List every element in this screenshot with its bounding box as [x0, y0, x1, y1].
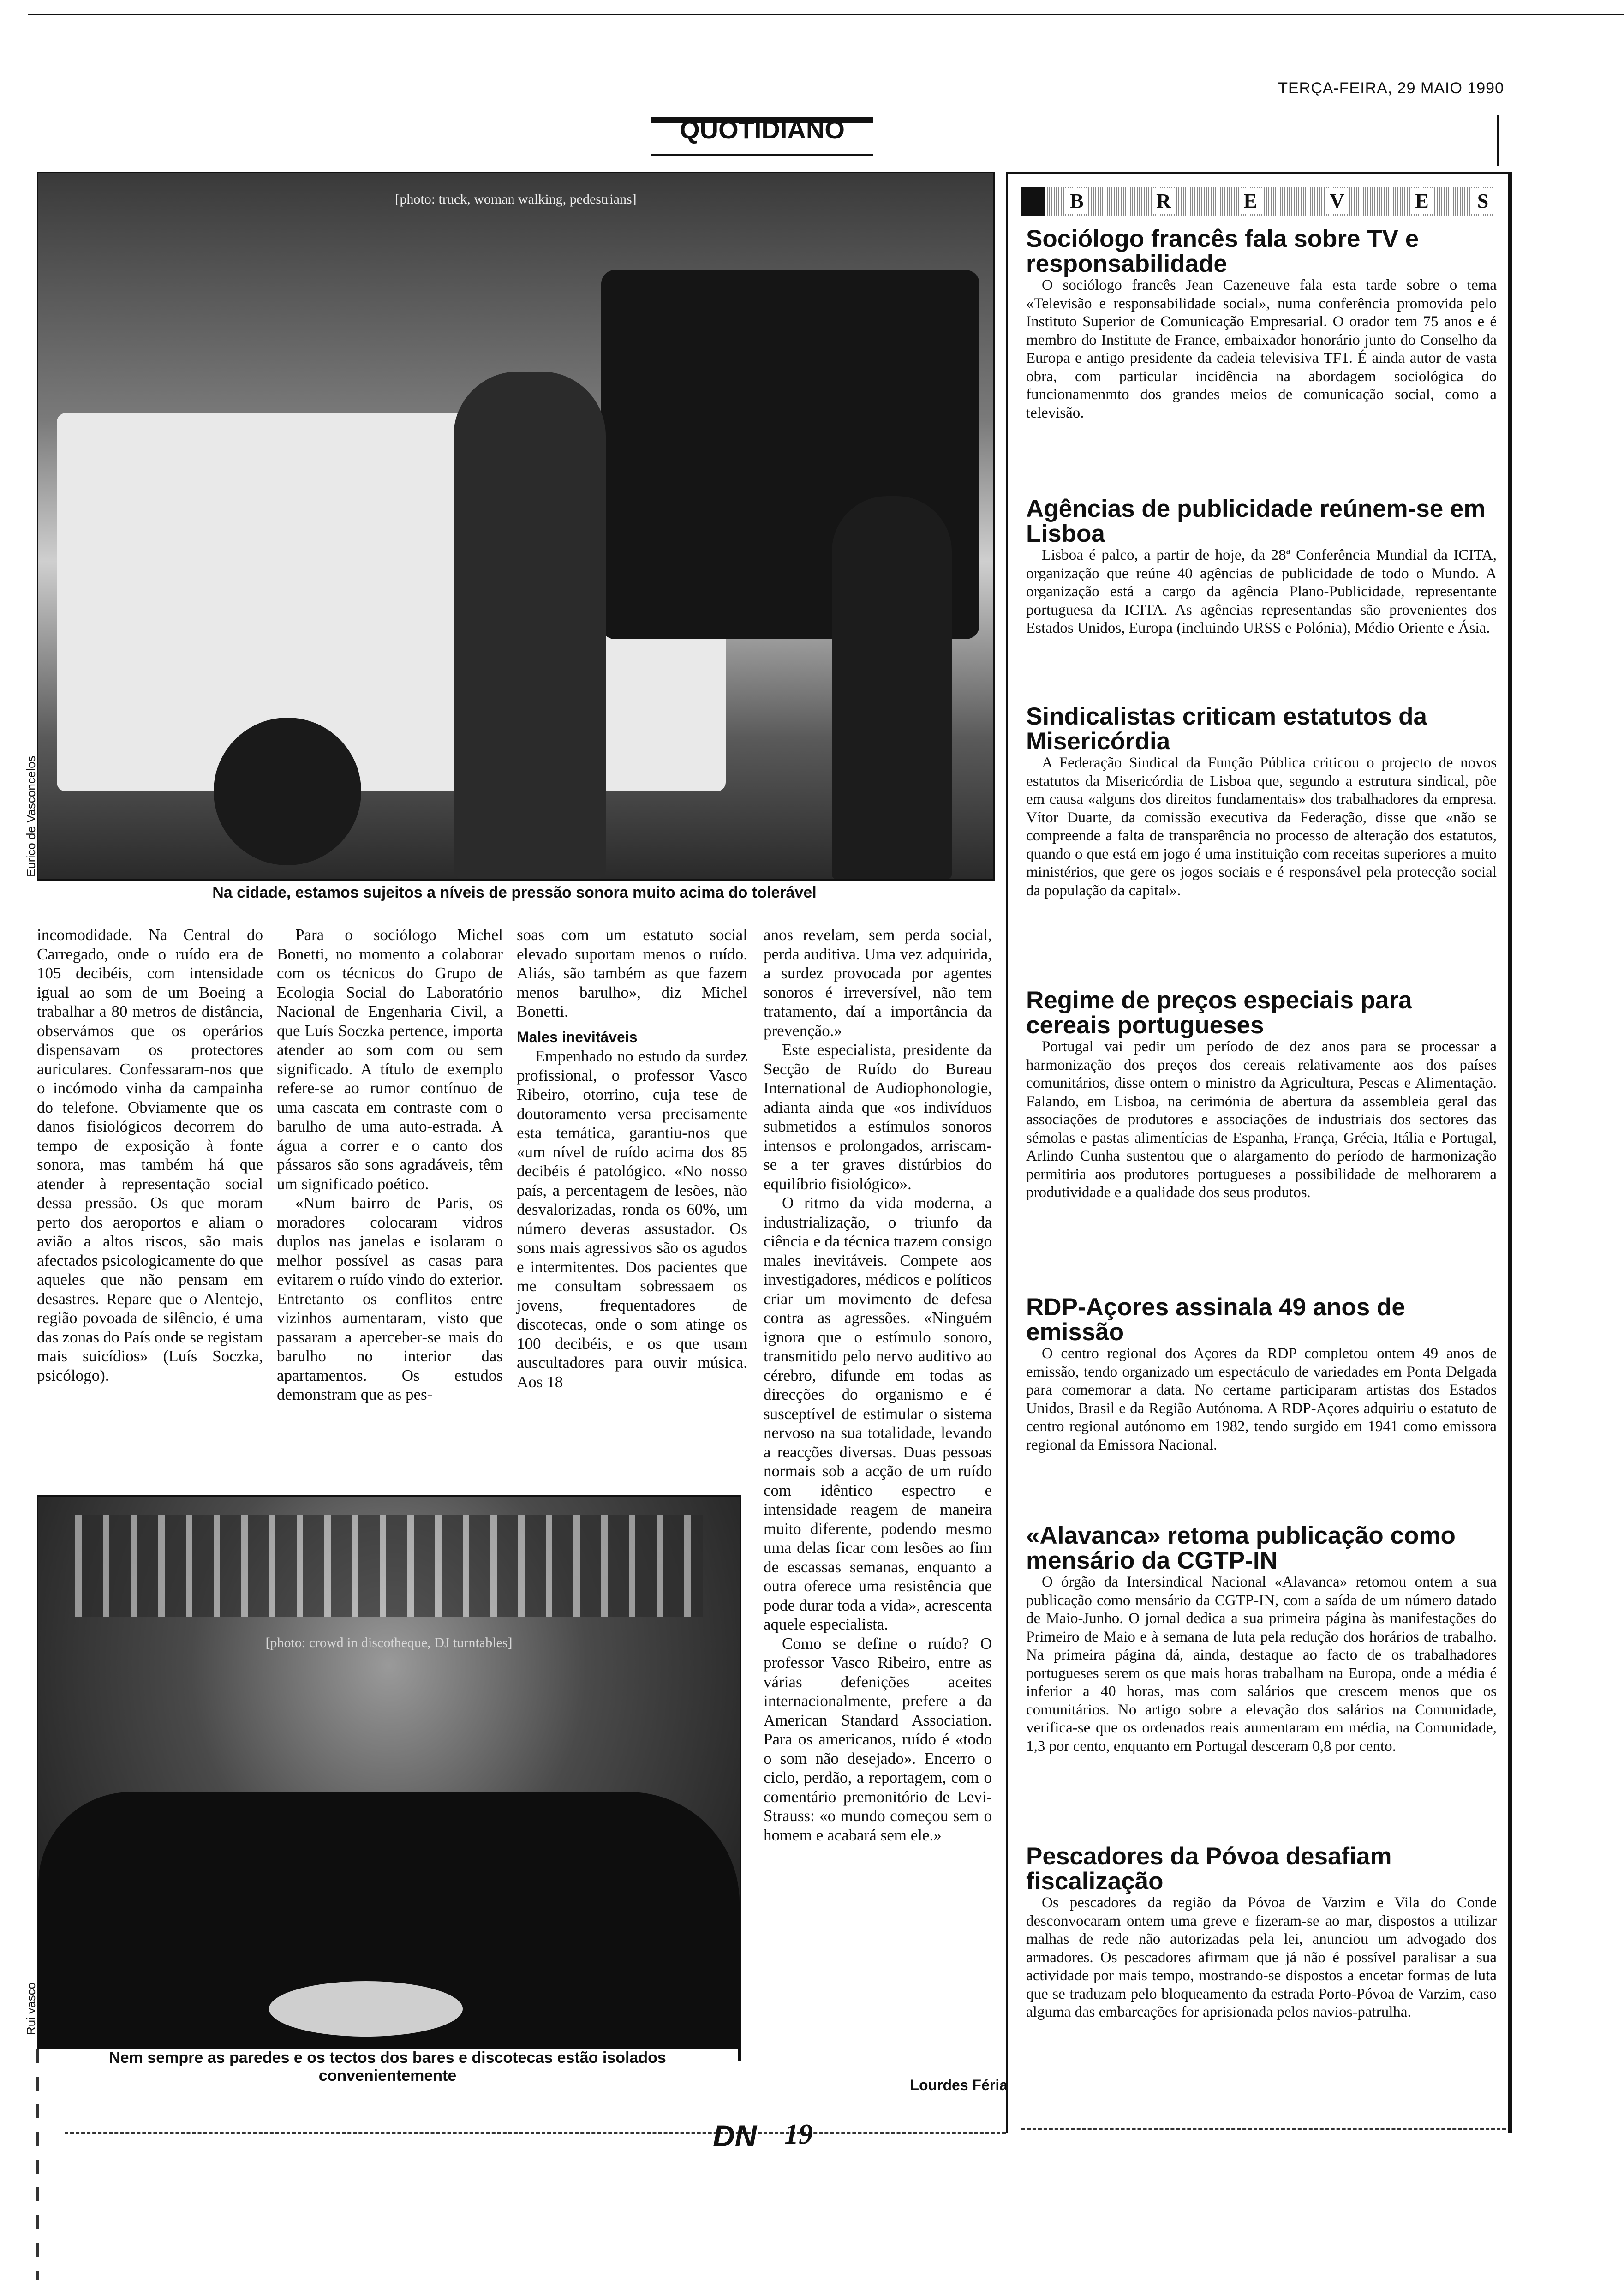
brief-body: Portugal vai pedir um período de dez anos para se processar a harmonização dos preços dos cereais relativamente aos dos países comunitários, disse ontem o ministro da Agricultura, Pescas e Alimentação. Falando, em Lisboa, na cerimónia de abertura da assembleia geral das associações de produtores e associações de industriais dos sectores das sémolas e pastas alimentícias de Espanha, França, Grécia, Itália e Portugal, Arlindo Cunha sustentou que o alargamento do período de harmonização permitiria aos produtores portugueses a possibilidade de melhorarem a produtividade e a qualidade dos seus produtos.: [1026, 1038, 1497, 1201]
photo-caption: Na cidade, estamos sujeitos a níveis de pressão sonora muito acima do tolerável: [212, 884, 817, 901]
brief-title: Agências de publicidade reúnem-se em Lisboa: [1026, 495, 1486, 547]
turntable-shape: [269, 1981, 463, 2037]
brief-item: [1026, 497, 1497, 638]
photo-credit: Eurico de Vasconcelos: [24, 755, 38, 877]
article-paragraph: incomodidade. Na Central do Carregado, onde o ruído era de 105 decibéis, com intensidade igual ao som de um Boeing a trabalhar a 80 metros de distância, observámos que os operários dispensavam os protectores auriculares. Confessaram-nos que o incómodo vinha da campainha do telefone. Obviamente que os danos fisiológicos decorrem do tempo de exposição à fonte sonora, mas também há que atender à representação social dessa pressão. Os que moram perto dos aeroportos e aliam o avião a altos riscos, são mais afectados psicologicamente do que aqueles que não pensam em desastres. Repare que o Alentejo, região povoada de silêncio, é uma das zonas do País onde se registam mais suicídios» (Luís Soczka, psicólogo).: [37, 926, 263, 1384]
breves-letter: E: [1239, 188, 1262, 214]
photo-caption: [37, 2049, 738, 2085]
brief-body: O centro regional dos Açores da RDP completou ontem 49 anos de emissão, tendo organizado um espectáculo de variedades em Ponta Delgada para comemorar a data. No certame participaram artistas dos Estados Unidos, Brasil e da Região Autónoma. A RDP-Açores adquiriu o estatuto de centro regional autónomo em 1982, tendo surgido em 1941 como emissora regional da Emissora Nacional.: [1026, 1345, 1497, 1453]
brief-title: «Alavanca» retoma publicação como mensário da CGTP-IN: [1026, 1522, 1456, 1574]
person-silhouette: [454, 372, 606, 879]
article-subheading: Males inevitáveis: [517, 1028, 638, 1045]
section-underline: [651, 154, 873, 156]
article-paragraph: anos revelam, sem perda social, perda auditiva. Uma vez adquirida, a surdez provocada por agentes sonoros é irreversível, não tem tratamento, daí a importância da prevenção.»: [764, 926, 992, 1040]
photo-credit: Rui vasco: [24, 1982, 38, 2035]
brief-body: Os pescadores da região da Póvoa de Varzim e Vila do Conde desconvocaram ontem uma greve e fizeram-se ao mar, dispostos a utilizar malhas de rede não autorizadas pela lei, anunciou um advogado dos armadores. Os pescadores afirmam que já não é possível paralisar a sua actividade por mais tempo, mostrando-se dispostos a encetar formas de luta que se traduzam pelo bloqueamento da estrada Porto-Póvoa de Varzim, caso alguma das embarcações for aprisionada pelos navios-patrulha.: [1026, 1894, 1497, 2020]
truck-wheel: [214, 718, 361, 865]
article-paragraph: O ritmo da vida moderna, a industrialização, o triunfo da ciência e da técnica trazem consigo males inevitáveis. Compete aos investigadores, médicos e políticos criar um movimento de defesa contra as agressões. «Ninguém ignora que o estímulo sonoro, transmitido pelo nervo auditivo ao cérebro, difunde em todas as direcções do organismo e é susceptível de estimular o sistema nervoso na sua totalidade, levando a reacções diversas. Duas pessoas normais sob a acção de um ruído com idêntico espectro e intensidade reagem de maneira muito diferente, podendo mesmo uma delas ficar com lesões ao fim de escassas semanas, enquanto a outra oferece uma resistência que pode durar toda a vida», acrescenta aquele especialista.: [764, 1194, 992, 1633]
page-frame: [1497, 115, 1499, 166]
article-column-3: [517, 925, 747, 1391]
newspaper-logo: DN: [713, 2119, 757, 2153]
brief-item: [1026, 1523, 1497, 1756]
page-date: TERÇA-FEIRA, 29 MAIO 1990: [1278, 79, 1504, 97]
brief-item: [1026, 704, 1497, 900]
article-paragraph: Empenhado no estudo da surdez profissional, o professor Vasco Ribeiro, otorrino, cuja tese de doutoramento versa precisamente esta temática, garantiu-nos que «um nível de ruído acima dos 85 decibéis é patológico. «No nosso país, a percentagem de lesões, não desvalorizadas, ronda os 60%, um número deveras assustador. Os sons mais agressivos são os agudos e intermitentes. Dos pacientes que me consultam sobressaem os jovens, frequentadores de discotecas, onde o som atinge os 100 decibéis, e os que usam auscultadores para ouvir música. Aos 18: [517, 1047, 747, 1391]
breves-box: [1006, 172, 1512, 2133]
top-rule: [28, 14, 1624, 15]
breves-header-block: [1021, 187, 1045, 216]
photo-street-noise: [37, 172, 995, 881]
breves-letter: S: [1471, 188, 1494, 214]
brief-item: [1026, 227, 1497, 422]
article-byline: Lourdes Féria: [910, 2077, 1008, 2093]
article-paragraph: «Num bairro de Paris, os moradores colocaram vidros duplos nas janelas e isolaram o melhor possível as casas para evitarem o ruído vindo do exterior. Entretanto os conflitos entre vizinhos aumentaram, visto que passaram a aperceber-se mais do barulho no interior das apartamentos. Os estudos demonstram que as pes-: [277, 1194, 503, 1403]
brief-body: O sociólogo francês Jean Cazeneuve fala esta tarde sobre o tema «Televisão e responsabilidade social», numa conferência promovida pelo Instituto Superior de Comunicação Empresarial. O orador tem 75 anos e é membro do Institute de France, embaixador honorário junto do Conselho da Europa e antigo presidente da cadeia televisiva TF1. É ainda autor de vasta obra, com particular incidência na abordagem sociológica do funcionamenmto dos grandes meios de comunicação social, como a televisão.: [1026, 277, 1497, 421]
breves-bottom-rule: [1021, 2128, 1506, 2130]
article-paragraph: Como se define o ruído? O professor Vasco Ribeiro, entre as várias defenições aceites internacionalmente, prefere a da American Standard Association. Para os americanos, ruído é «todo o som não desejado». Encerro o ciclo, perdão, a reportagem, com o comentário premonitório de Levi-Strauss: «o mundo começou sem o homem e acabará sem ele.»: [764, 1634, 992, 1844]
brief-body: O órgão da Intersindical Nacional «Alavanca» retomou ontem a sua publicação como mensário da CGTP-IN, com a saída de um número datado de Maio-Junho. O jornal dedica a sua primeira página às manifestações do Primeiro de Maio e à semana de luta pela redução dos horários de trabalho. Na primeira página dá, ainda, destaque ao facto de os trabalhadores portugueses serem os que mais horas trabalham na Europa, onde a média é inferior a 40 horas, mas com salários que crescem menos que os comunitários. No artigo sobre a elevação dos salários na Comunidade, verifica-se que os ordenados reais aumentaram em média, na Comunidade, 1,3 por cento, enquanto em Portugal desceram 0,8 por cento.: [1026, 1574, 1497, 1755]
breves-header: [1021, 187, 1494, 216]
brief-item: [1026, 1844, 1497, 2022]
brief-item: [1026, 1295, 1497, 1454]
breves-letter: V: [1325, 188, 1349, 214]
brief-body: Lisboa é palco, a partir de hoje, da 28ª Conferência Mundial da ICITA, organização que reúne 40 agências de publicidade de todo o Mundo. A organização está a cargo da agência Plano-Publicidade, representante portuguesa da ICITA. As agências representandas são provenientes dos Estados Unidos, Europa (incluindo URSS e Polónia), Médio Oriente e Ásia.: [1026, 547, 1497, 636]
breves-letter: E: [1410, 188, 1433, 214]
person-silhouette: [832, 496, 952, 879]
brief-title: Regime de preços especiais para cereais portugueses: [1026, 987, 1412, 1039]
brief-title: Sindicalistas criticam estatutos da Misericórdia: [1026, 703, 1427, 755]
photo-label: [photo: crowd in discotheque, DJ turntables]: [265, 1635, 513, 1650]
article-column-2: [277, 925, 503, 1404]
brief-item: [1026, 988, 1497, 1202]
brief-body: A Federação Sindical da Função Pública criticou o projecto de novos estatutos da Misericórdia de Lisboa que, segundo a estrutura sindical, põe em causa «alguns dos direitos fundamentais» dos trabalhadores da empresa. Vítor Duarte, da comissão executiva da Federação, disse que «não se compreende a falta de transparência no processo de alteração dos estatutos, quando o que está em jogo é uma instituição com receitas superiores a muito ministérios, que gere os jogos sociais e é responsável pela protecção social da população da capital».: [1026, 755, 1497, 899]
article-paragraph: soas com um estatuto social elevado suportam menos o ruído. Aliás, são também as que fazem menos barulho», diz Michel Bonetti.: [517, 926, 747, 1020]
brief-title: RDP-Açores assinala 49 anos de emissão: [1026, 1294, 1405, 1346]
photo-discotheque: [37, 1495, 741, 2061]
article-column-4: [764, 925, 992, 1845]
photo-caption-line: convenientemente: [318, 2067, 457, 2085]
photo-caption-line: Nem sempre as paredes e os tectos dos bares e discotecas estão isolados: [109, 2049, 666, 2067]
breves-letter: B: [1065, 188, 1088, 214]
section-title: QUOTIDIANO: [680, 115, 845, 144]
stage-lights: [75, 1515, 703, 1617]
article-column-1: [37, 925, 263, 1385]
footer-rule: [65, 2132, 1006, 2134]
article-paragraph: Este especialista, presidente da Secção de Ruído do Bureau International de Audiophonologie, adianta ainda que «os indivíduos submetidos a estímulos sonoros intensos e prolongados, arriscam-se a ter graves distúrbios do equilíbrio fisiológico».: [764, 1041, 992, 1193]
article-paragraph: Para o sociólogo Michel Bonetti, no momento a colaborar com os técnicos do Grupo de Ecologia Social do Laboratório Nacional de Engenharia Civil, a que Luís Soczka pertence, importa atender ao som com ou sem significado. A título de exemplo refere-se ao rumor contínuo de uma cascata em contraste com o barulho de uma auto-estrada. A água a correr e o canto dos pássaros são sons agradáveis, têm um significado poético.: [277, 926, 503, 1193]
breves-letter: R: [1152, 188, 1175, 214]
page-number: 19: [784, 2119, 813, 2150]
brief-title: Sociólogo francês fala sobre TV e responsabilidade: [1026, 225, 1419, 277]
photo-label: [photo: truck, woman walking, pedestrians]: [395, 192, 637, 207]
margin-rule: [36, 2049, 39, 2280]
brief-title: Pescadores da Póvoa desafiam fiscalização: [1026, 1843, 1392, 1895]
